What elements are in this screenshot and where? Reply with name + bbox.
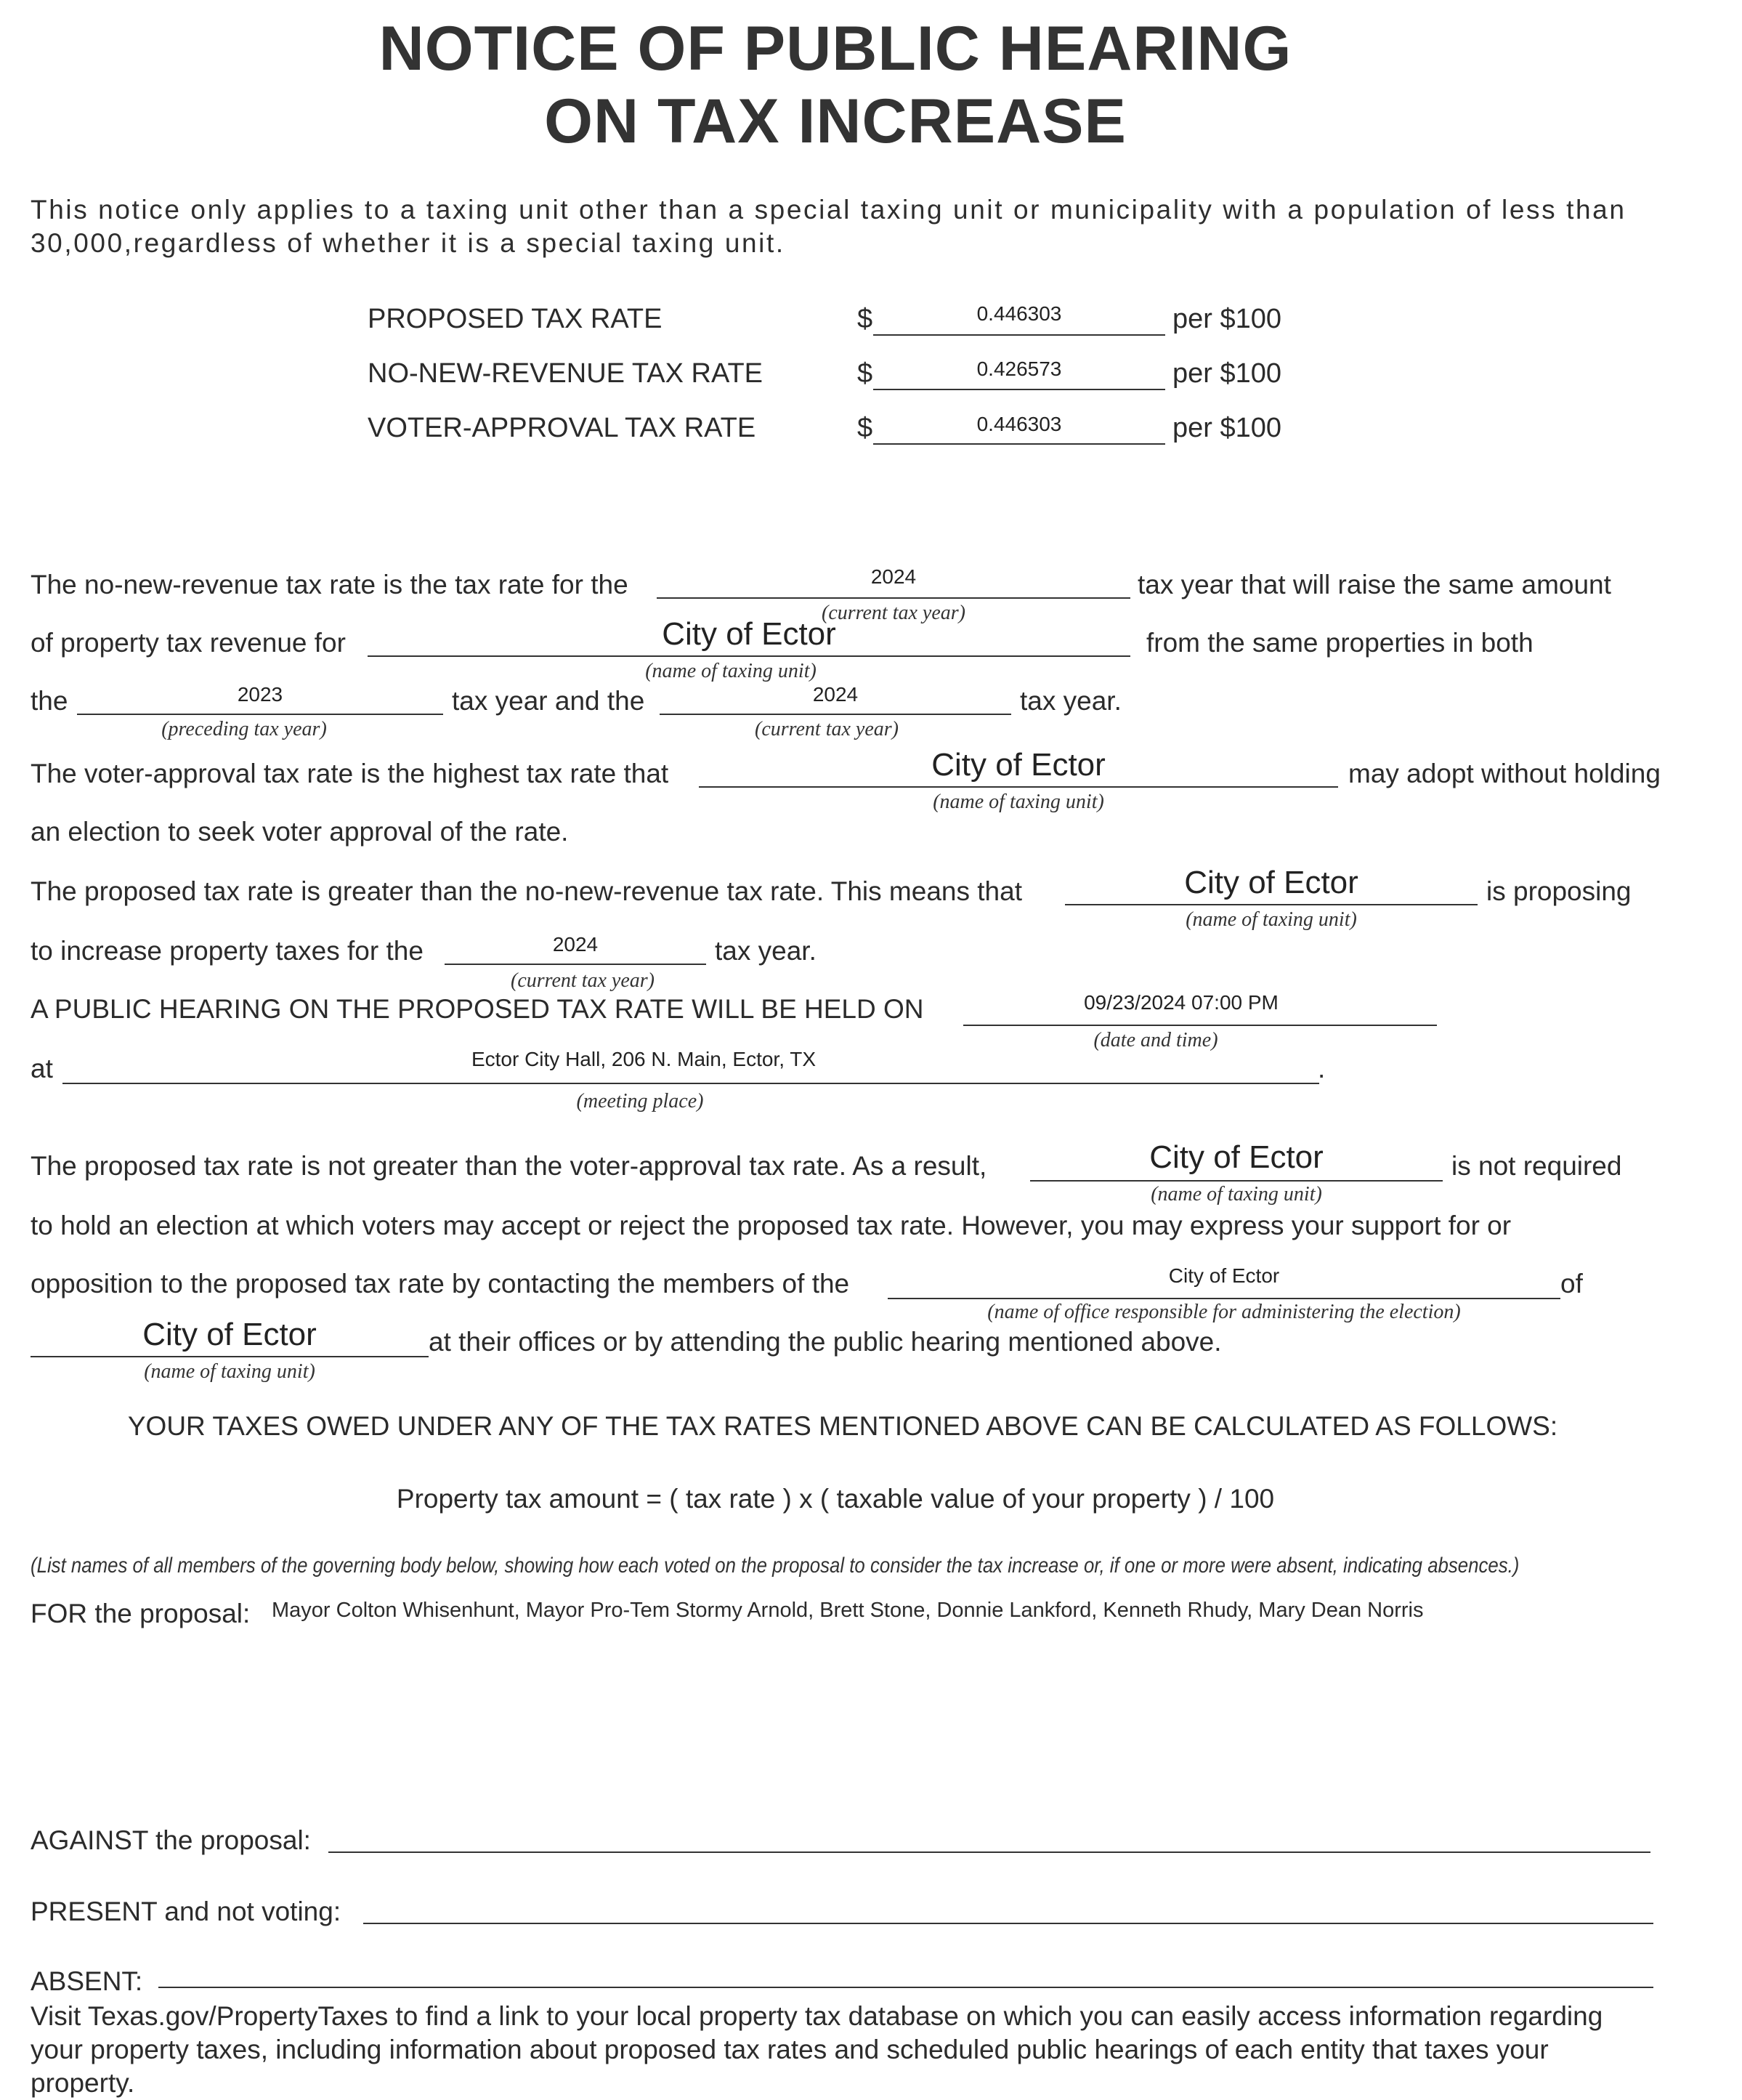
votes-against-line[interactable] — [328, 1851, 1650, 1853]
nnr-text-6: tax year and the — [452, 686, 645, 716]
nnr-text-2: tax year that will raise the same amount — [1138, 570, 1611, 599]
not-greater-unit2-field[interactable]: City of Ector — [142, 1317, 317, 1352]
rate-label-proposed: PROPOSED TAX RATE — [368, 304, 663, 334]
nnr-current-year-line — [657, 597, 1130, 599]
nnr-unit-line — [368, 655, 1130, 657]
proposing-year-line — [445, 964, 706, 965]
rate-line-nnr — [873, 389, 1165, 390]
votes-absent-line[interactable] — [158, 1987, 1653, 1988]
rate-line-proposed — [873, 334, 1165, 336]
rate-label-nnr: NO-NEW-REVENUE TAX RATE — [368, 358, 763, 389]
not-greater-text-4: opposition to the proposed tax rate by contacting the members of the — [31, 1269, 850, 1299]
rate-currency-proposed: $ — [857, 304, 873, 334]
nnr-current-year2-field[interactable]: 2024 — [812, 683, 859, 706]
nnr-text-7: tax year. — [1020, 686, 1122, 716]
not-greater-text-1: The proposed tax rate is not greater than the voter-approval tax rate. As a result, — [31, 1151, 987, 1181]
proposing-text-1: The proposed tax rate is greater than the no-new-revenue tax rate. This means that — [31, 876, 1022, 906]
rate-unit-nnr: per $100 — [1172, 358, 1282, 389]
not-greater-office-caption: (name of office responsible for administering the election) — [987, 1301, 1461, 1323]
votes-absent-label: ABSENT: — [31, 1966, 143, 1996]
nnr-unit-field[interactable]: City of Ector — [662, 616, 836, 652]
hearing-place-line — [62, 1083, 1319, 1084]
hearing-period: . — [1318, 1054, 1326, 1083]
hearing-datetime-field[interactable]: 09/23/2024 07:00 PM — [1084, 991, 1279, 1014]
votes-present-label: PRESENT and not voting: — [31, 1897, 341, 1926]
not-greater-text-2: is not required — [1451, 1151, 1622, 1181]
var-unit-caption: (name of taxing unit) — [933, 791, 1104, 813]
votes-instructions: (List names of all members of the governing body below, showing how each voted on the proposal to consider the tax increase or, if one or more were absent, indicating absences.) — [31, 1554, 1520, 1578]
nnr-text-5: the — [31, 686, 68, 716]
not-greater-of: of — [1560, 1269, 1583, 1299]
nnr-preceding-year-line — [77, 714, 443, 715]
rate-currency-nnr: $ — [857, 358, 873, 389]
rate-line-var — [873, 443, 1165, 445]
rate-value-proposed[interactable]: 0.446303 — [976, 302, 1062, 325]
rate-label-var: VOTER-APPROVAL TAX RATE — [368, 413, 756, 443]
var-text-1: The voter-approval tax rate is the highest tax rate that — [31, 759, 669, 788]
not-greater-office-line — [888, 1298, 1560, 1299]
nnr-preceding-year-field[interactable]: 2023 — [237, 683, 283, 706]
var-unit-field[interactable]: City of Ector — [931, 747, 1106, 783]
proposing-year-caption: (current tax year) — [511, 969, 655, 992]
notice-title-line2: ON TAX INCREASE — [544, 86, 1127, 156]
var-text-3: an election to seek voter approval of the rate. — [31, 817, 569, 847]
rate-value-var[interactable]: 0.446303 — [976, 413, 1062, 435]
nnr-current-year2-caption: (current tax year) — [755, 718, 899, 740]
proposing-unit-caption: (name of taxing unit) — [1186, 908, 1357, 931]
nnr-preceding-year-caption: (preceding tax year) — [161, 718, 327, 740]
calc-heading: YOUR TAXES OWED UNDER ANY OF THE TAX RATES MENTIONED ABOVE CAN BE CALCULATED AS FOLLOWS: — [127, 1411, 1558, 1441]
notice-title-line1: NOTICE OF PUBLIC HEARING — [378, 14, 1292, 84]
nnr-text-1: The no-new-revenue tax rate is the tax rate for the — [31, 570, 628, 599]
proposing-year-field[interactable]: 2024 — [552, 933, 599, 956]
votes-present-line[interactable] — [363, 1923, 1653, 1924]
votes-for-names[interactable]: Mayor Colton Whisenhunt, Mayor Pro-Tem Stormy Arnold, Brett Stone, Donnie Lankford, Kenneth Rhudy, Mary Dean Norris — [272, 1599, 1424, 1622]
hearing-at-label: at — [31, 1054, 53, 1083]
rate-unit-proposed: per $100 — [1172, 304, 1282, 334]
rate-currency-var: $ — [857, 413, 873, 443]
not-greater-unit-caption: (name of taxing unit) — [1151, 1183, 1322, 1206]
nnr-unit-caption: (name of taxing unit) — [645, 660, 817, 682]
not-greater-unit2-line — [31, 1356, 429, 1357]
intro-text: This notice only applies to a taxing unit other than a special taxing unit or municipality with a population of less than 30,000,regardless of whether it is a special taxing unit. — [31, 195, 1626, 258]
rate-value-nnr[interactable]: 0.426573 — [976, 358, 1062, 380]
nnr-current-year-caption: (current tax year) — [822, 602, 965, 624]
hearing-place-field[interactable]: Ector City Hall, 206 N. Main, Ector, TX — [471, 1048, 817, 1070]
not-greater-unit-field[interactable]: City of Ector — [1149, 1139, 1324, 1175]
nnr-text-3: of property tax revenue for — [31, 628, 346, 658]
votes-for-label: FOR the proposal: — [31, 1599, 251, 1628]
not-greater-office-field[interactable]: City of Ector — [1168, 1264, 1280, 1287]
not-greater-unit-line — [1030, 1180, 1443, 1182]
not-greater-text-5: at their offices or by attending the public hearing mentioned above. — [429, 1327, 1222, 1357]
nnr-text-4: from the same properties in both — [1146, 628, 1534, 658]
proposing-text-4: tax year. — [715, 936, 817, 966]
proposing-unit-line — [1065, 904, 1478, 905]
var-text-2: may adopt without holding — [1348, 759, 1661, 788]
nnr-current-year-field[interactable]: 2024 — [870, 565, 917, 588]
nnr-current-year2-line — [660, 714, 1011, 715]
proposing-text-2: is proposing — [1486, 876, 1632, 906]
calc-formula: Property tax amount = ( tax rate ) x ( taxable value of your property ) / 100 — [396, 1484, 1275, 1514]
hearing-datetime-line — [963, 1025, 1437, 1026]
votes-against-label: AGAINST the proposal: — [31, 1825, 311, 1855]
var-unit-line — [699, 786, 1338, 788]
hearing-text: A PUBLIC HEARING ON THE PROPOSED TAX RATE WILL BE HELD ON — [31, 994, 924, 1024]
proposing-unit-field[interactable]: City of Ector — [1184, 865, 1358, 900]
rate-unit-var: per $100 — [1172, 413, 1282, 443]
hearing-place-caption: (meeting place) — [576, 1090, 704, 1112]
not-greater-text-3: to hold an election at which voters may accept or reject the proposed tax rate. However, you may express your support for or — [31, 1211, 1512, 1240]
hearing-datetime-caption: (date and time) — [1093, 1029, 1218, 1051]
footer-text: Visit Texas.gov/PropertyTaxes to find a link to your local property tax database on which you can easily access information regarding your property taxes, including information about proposed tax rates and scheduled public hearings of each entity that taxes your property. — [31, 2001, 1603, 2098]
proposing-text-3: to increase property taxes for the — [31, 936, 424, 966]
not-greater-unit2-caption: (name of taxing unit) — [144, 1360, 315, 1383]
